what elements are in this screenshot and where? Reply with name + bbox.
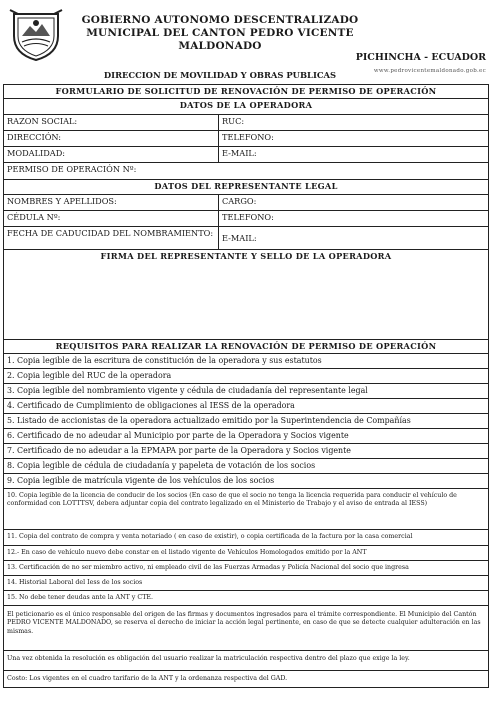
requirement-row (4, 459, 488, 474)
requirement-item: 14. Historial Laboral del Iess de los socios (7, 579, 143, 586)
location: PICHINCHA - ECUADOR (355, 52, 486, 63)
header (0, 0, 492, 84)
ruc-field[interactable]: RUC: (218, 115, 488, 130)
telefono-field[interactable]: TELEFONO: (218, 131, 488, 146)
rep-section-row (4, 180, 488, 195)
website-url: www.pedrovicentemaldonado.gob.ec (373, 68, 486, 74)
requirement-item: 13. Certificación de no ser miembro activo, ni empleado civil de las Fuerzas Armadas y Policía Nacional del socio que ingresa (7, 564, 409, 571)
nombres-field[interactable]: NOMBRES Y APELLIDOS: (7, 196, 117, 206)
requirement-item: 10. Copia legible de la licencia de conducir de los socios (En caso de que el socio no tenga la licencia requerida para conducir el vehículo de conformidad con LOTTTSV, debera adjuntar copia del contrato legalizado en el Ministerio de Trabajo y el aviso de entrada al IESS) (7, 492, 457, 508)
email-rep-field[interactable]: E-MAIL: (218, 227, 488, 249)
title-line-2: MUNICIPAL DEL CANTON PEDRO VICENTE (86, 27, 354, 39)
title-line-1: GOBIERNO AUTONOMO DESCENTRALIZADO (81, 14, 359, 26)
requirement-item: 6. Certificado de no adeudar al Municipio por parte de la Operadora y Socios vigente (7, 431, 349, 440)
institution-title (70, 14, 370, 53)
requirement-item: 7. Certificado de no adeudar a la EPMAPA por parte de la Operadora y Socios vigente (7, 446, 351, 455)
form-row (4, 147, 488, 163)
requirement-row (4, 546, 488, 561)
requirement-row (4, 561, 488, 576)
requirement-item: 1. Copia legible de la escritura de constitución de la operadora y sus estatutos (7, 356, 322, 365)
requirements-title: REQUISITOS PARA REALIZAR LA RENOVACIÓN DE PERMISO DE OPERACIÓN (55, 341, 437, 351)
requirement-row (4, 384, 488, 399)
title-line-3: MALDONADO (178, 40, 262, 52)
form-title: FORMULARIO DE SOLICITUD DE RENOVACIÓN DE PERMISO DE OPERACIÓN (55, 86, 437, 96)
requirement-row (4, 414, 488, 429)
signature-label: FIRMA DEL REPRESENTANTE Y SELLO DE LA OPERADORA (100, 251, 392, 261)
requirement-row (4, 369, 488, 384)
requirement-item: 12.- En caso de vehículo nuevo debe constar en el listado vigente de Vehículos Homologados emitido por la ANT (7, 549, 367, 556)
rep-section-title: DATOS DEL REPRESENTANTE LEGAL (154, 181, 338, 191)
requirement-item: 9. Copia legible de matrícula vigente de los vehículos de los socios (7, 476, 275, 485)
requirement-item: 2. Copia legible del RUC de la operadora (7, 371, 172, 380)
razon-social-field[interactable]: RAZON SOCIAL: (7, 116, 78, 126)
cost-row (4, 671, 488, 687)
modalidad-field[interactable]: MODALIDAD: (7, 148, 66, 158)
telefono-rep-field[interactable]: TELEFONO: (218, 211, 488, 226)
requirement-row (4, 489, 488, 530)
notice-text: Una vez obtenida la resolución es obligación del usuario realizar la matriculación respectiva dentro del plazo que exige la ley. (7, 655, 410, 662)
department-name: DIRECCION DE MOVILIDAD Y OBRAS PUBLICAS (103, 70, 337, 80)
requirements-title-row (4, 340, 488, 354)
form-row (4, 115, 488, 131)
requirement-row (4, 474, 488, 489)
email-field[interactable]: E-MAIL: (218, 147, 488, 162)
requirement-item: 8. Copia legible de cédula de ciudadanía y papeleta de votación de los socios (7, 461, 316, 470)
municipal-seal-icon (8, 6, 64, 62)
requirement-row (4, 576, 488, 591)
operator-section-row (4, 99, 488, 115)
form-row (4, 195, 488, 211)
direccion-field[interactable]: DIRECCIÓN: (7, 132, 62, 142)
requirement-item: 4. Certificado de Cumplimiento de obligaciones al IESS de la operadora (7, 401, 295, 410)
disclaimer-text: El peticionario es el único responsable del origen de las firmas y documentos ingresados para el trámite correspondiente. El Municipio del Cantón PEDRO VICENTE MALDONADO, se reserva el derecho de iniciar la acción legal pertinente, en caso de que se detecte cualquier adulteración en las mismas. (7, 611, 481, 635)
requirement-item: 11. Copia del contrato de compra y venta notariado ( en caso de existir), o copia certificada de la factura por la casa comercial (7, 533, 413, 540)
form-row (4, 163, 488, 180)
notice-row (4, 651, 488, 671)
requirement-item: 5. Listado de accionistas de la operadora actualizado emitido por la Superintendencia de Compañías (7, 416, 411, 425)
requirement-row (4, 591, 488, 606)
requirement-row (4, 429, 488, 444)
form-row (4, 211, 488, 227)
requirement-row (4, 399, 488, 414)
form-title-row (4, 85, 488, 99)
form-row (4, 227, 488, 250)
fecha-caducidad-field[interactable]: FECHA DE CADUCIDAD DEL NOMBRAMIENTO: (7, 228, 214, 238)
form-row (4, 131, 488, 147)
operator-section-title: DATOS DE LA OPERADORA (179, 100, 313, 110)
signature-area[interactable] (4, 250, 488, 340)
cedula-field[interactable]: CÉDULA Nº: (7, 212, 61, 222)
requirement-row (4, 530, 488, 546)
permiso-field[interactable]: PERMISO DE OPERACIÓN Nº: (7, 164, 137, 174)
requirement-row (4, 354, 488, 369)
requirement-item: 15. No debe tener deudas ante la ANT y CTE. (7, 594, 153, 601)
application-form (3, 84, 489, 688)
requirement-item: 3. Copia legible del nombramiento vigente y cédula de ciudadanía del representante legal (7, 386, 368, 395)
requirement-row (4, 444, 488, 459)
cost-text: Costo: Los vigentes en el cuadro tarifario de la ANT y la ordenanza respectiva del GAD. (7, 675, 288, 682)
cargo-field[interactable]: CARGO: (218, 195, 488, 210)
disclaimer-row (4, 606, 488, 651)
